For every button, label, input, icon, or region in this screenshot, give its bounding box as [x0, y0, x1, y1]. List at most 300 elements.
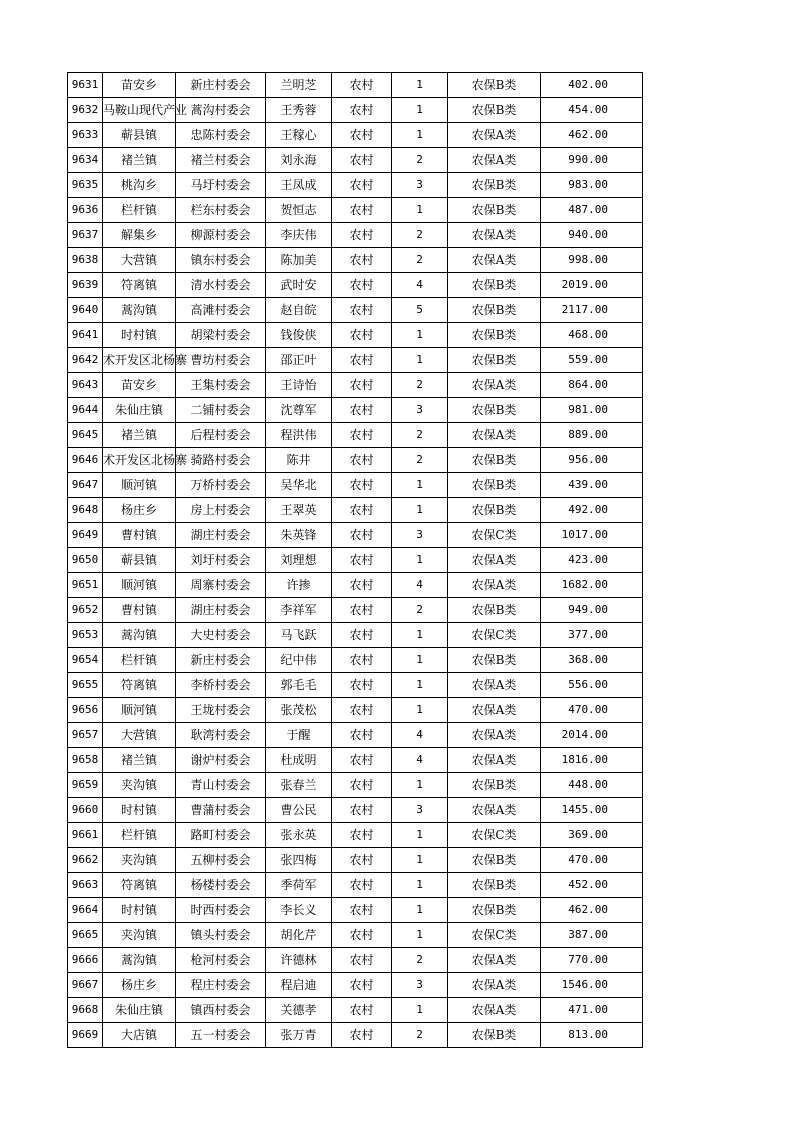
- village-committee-cell: 五柳村委会: [176, 848, 266, 873]
- township-cell: 时村镇: [103, 323, 176, 348]
- area-type-cell: 农村: [332, 573, 392, 598]
- name-cell: 胡化芹: [266, 923, 332, 948]
- row-number-cell: 9637: [68, 223, 103, 248]
- household-count-cell: 1: [392, 998, 448, 1023]
- village-committee-cell: 柳源村委会: [176, 223, 266, 248]
- insurance-category-cell: 农保B类: [448, 198, 541, 223]
- name-cell: 纪中伟: [266, 648, 332, 673]
- insurance-category-cell: 农保A类: [448, 748, 541, 773]
- village-committee-cell: 路町村委会: [176, 823, 266, 848]
- insurance-category-cell: 农保B类: [448, 773, 541, 798]
- row-number-cell: 9654: [68, 648, 103, 673]
- area-type-cell: 农村: [332, 348, 392, 373]
- amount-cell: 770.00: [541, 948, 643, 973]
- row-number-cell: 9647: [68, 473, 103, 498]
- household-count-cell: 2: [392, 1023, 448, 1048]
- area-type-cell: 农村: [332, 798, 392, 823]
- township-cell: 术开发区北杨寨: [103, 348, 176, 373]
- row-number-cell: 9661: [68, 823, 103, 848]
- amount-cell: 1816.00: [541, 748, 643, 773]
- name-cell: 程启迪: [266, 973, 332, 998]
- area-type-cell: 农村: [332, 998, 392, 1023]
- township-cell: 曹村镇: [103, 598, 176, 623]
- row-number-cell: 9631: [68, 73, 103, 98]
- township-cell: 苗安乡: [103, 373, 176, 398]
- name-cell: 赵自皖: [266, 298, 332, 323]
- village-committee-cell: 周寨村委会: [176, 573, 266, 598]
- table-row: [68, 623, 643, 648]
- insurance-category-cell: 农保B类: [448, 898, 541, 923]
- household-count-cell: 2: [392, 598, 448, 623]
- amount-cell: 492.00: [541, 498, 643, 523]
- area-type-cell: 农村: [332, 273, 392, 298]
- name-cell: 张万青: [266, 1023, 332, 1048]
- household-count-cell: 1: [392, 548, 448, 573]
- village-committee-cell: 二铺村委会: [176, 398, 266, 423]
- amount-cell: 1017.00: [541, 523, 643, 548]
- village-committee-cell: 刘圩村委会: [176, 548, 266, 573]
- insurance-category-cell: 农保C类: [448, 923, 541, 948]
- household-count-cell: 1: [392, 198, 448, 223]
- row-number-cell: 9668: [68, 998, 103, 1023]
- insurance-category-cell: 农保B类: [448, 448, 541, 473]
- table-row: [68, 573, 643, 598]
- table-row: [68, 198, 643, 223]
- table-row: [68, 998, 643, 1023]
- insurance-category-cell: 农保C类: [448, 823, 541, 848]
- name-cell: 王翠英: [266, 498, 332, 523]
- insurance-category-cell: 农保B类: [448, 473, 541, 498]
- insurance-category-cell: 农保A类: [448, 948, 541, 973]
- amount-cell: 864.00: [541, 373, 643, 398]
- row-number-cell: 9634: [68, 148, 103, 173]
- township-cell: 时村镇: [103, 798, 176, 823]
- household-count-cell: 1: [392, 648, 448, 673]
- name-cell: 李祥军: [266, 598, 332, 623]
- household-count-cell: 3: [392, 973, 448, 998]
- area-type-cell: 农村: [332, 1023, 392, 1048]
- village-committee-cell: 骑路村委会: [176, 448, 266, 473]
- name-cell: 马飞跃: [266, 623, 332, 648]
- household-count-cell: 1: [392, 98, 448, 123]
- row-number-cell: 9653: [68, 623, 103, 648]
- name-cell: 刘永海: [266, 148, 332, 173]
- table-row: [68, 648, 643, 673]
- name-cell: 吴华北: [266, 473, 332, 498]
- table-row: [68, 773, 643, 798]
- area-type-cell: 农村: [332, 723, 392, 748]
- row-number-cell: 9662: [68, 848, 103, 873]
- insurance-category-cell: 农保B类: [448, 98, 541, 123]
- insurance-category-cell: 农保B类: [448, 873, 541, 898]
- township-cell: 栏杆镇: [103, 648, 176, 673]
- row-number-cell: 9666: [68, 948, 103, 973]
- amount-cell: 402.00: [541, 73, 643, 98]
- village-committee-cell: 五一村委会: [176, 1023, 266, 1048]
- township-cell: 苗安乡: [103, 73, 176, 98]
- township-cell: 符离镇: [103, 873, 176, 898]
- insurance-category-cell: 农保B类: [448, 73, 541, 98]
- township-cell: 栏杆镇: [103, 823, 176, 848]
- village-committee-cell: 镇西村委会: [176, 998, 266, 1023]
- household-count-cell: 1: [392, 898, 448, 923]
- row-number-cell: 9658: [68, 748, 103, 773]
- village-committee-cell: 马圩村委会: [176, 173, 266, 198]
- name-cell: 武时安: [266, 273, 332, 298]
- township-cell: 符离镇: [103, 273, 176, 298]
- area-type-cell: 农村: [332, 423, 392, 448]
- village-committee-cell: 青山村委会: [176, 773, 266, 798]
- township-cell: 大店镇: [103, 1023, 176, 1048]
- row-number-cell: 9645: [68, 423, 103, 448]
- row-number-cell: 9656: [68, 698, 103, 723]
- amount-cell: 377.00: [541, 623, 643, 648]
- household-count-cell: 3: [392, 398, 448, 423]
- name-cell: 王诗怡: [266, 373, 332, 398]
- area-type-cell: 农村: [332, 673, 392, 698]
- table-row: [68, 848, 643, 873]
- area-type-cell: 农村: [332, 923, 392, 948]
- row-number-cell: 9667: [68, 973, 103, 998]
- area-type-cell: 农村: [332, 173, 392, 198]
- village-committee-cell: 谢炉村委会: [176, 748, 266, 773]
- insurance-category-cell: 农保B类: [448, 173, 541, 198]
- insurance-category-cell: 农保C类: [448, 623, 541, 648]
- row-number-cell: 9636: [68, 198, 103, 223]
- records-table: [67, 72, 643, 1048]
- name-cell: 兰明芝: [266, 73, 332, 98]
- row-number-cell: 9640: [68, 298, 103, 323]
- village-committee-cell: 曹蒲村委会: [176, 798, 266, 823]
- amount-cell: 998.00: [541, 248, 643, 273]
- household-count-cell: 3: [392, 523, 448, 548]
- amount-cell: 462.00: [541, 123, 643, 148]
- amount-cell: 2117.00: [541, 298, 643, 323]
- household-count-cell: 1: [392, 823, 448, 848]
- insurance-category-cell: 农保B类: [448, 648, 541, 673]
- township-cell: 顺河镇: [103, 698, 176, 723]
- name-cell: 张春兰: [266, 773, 332, 798]
- household-count-cell: 5: [392, 298, 448, 323]
- village-committee-cell: 曹坊村委会: [176, 348, 266, 373]
- area-type-cell: 农村: [332, 848, 392, 873]
- table-row: [68, 798, 643, 823]
- insurance-category-cell: 农保B类: [448, 848, 541, 873]
- area-type-cell: 农村: [332, 823, 392, 848]
- row-number-cell: 9660: [68, 798, 103, 823]
- row-number-cell: 9665: [68, 923, 103, 948]
- township-cell: 蕲县镇: [103, 123, 176, 148]
- name-cell: 邵正叶: [266, 348, 332, 373]
- area-type-cell: 农村: [332, 123, 392, 148]
- insurance-category-cell: 农保A类: [448, 148, 541, 173]
- household-count-cell: 2: [392, 373, 448, 398]
- name-cell: 许德林: [266, 948, 332, 973]
- insurance-category-cell: 农保A类: [448, 973, 541, 998]
- name-cell: 陈加美: [266, 248, 332, 273]
- row-number-cell: 9641: [68, 323, 103, 348]
- insurance-category-cell: 农保A类: [448, 373, 541, 398]
- amount-cell: 1455.00: [541, 798, 643, 823]
- township-cell: 蕲县镇: [103, 548, 176, 573]
- table-row: [68, 523, 643, 548]
- insurance-category-cell: 农保A类: [448, 723, 541, 748]
- insurance-category-cell: 农保B类: [448, 273, 541, 298]
- insurance-category-cell: 农保A类: [448, 423, 541, 448]
- area-type-cell: 农村: [332, 548, 392, 573]
- area-type-cell: 农村: [332, 948, 392, 973]
- amount-cell: 369.00: [541, 823, 643, 848]
- township-cell: 桃沟乡: [103, 173, 176, 198]
- insurance-category-cell: 农保A类: [448, 573, 541, 598]
- insurance-category-cell: 农保B类: [448, 598, 541, 623]
- household-count-cell: 3: [392, 173, 448, 198]
- row-number-cell: 9646: [68, 448, 103, 473]
- township-cell: 解集乡: [103, 223, 176, 248]
- household-count-cell: 1: [392, 348, 448, 373]
- amount-cell: 556.00: [541, 673, 643, 698]
- row-number-cell: 9643: [68, 373, 103, 398]
- amount-cell: 983.00: [541, 173, 643, 198]
- table-row: [68, 298, 643, 323]
- row-number-cell: 9635: [68, 173, 103, 198]
- row-number-cell: 9638: [68, 248, 103, 273]
- village-committee-cell: 房上村委会: [176, 498, 266, 523]
- village-committee-cell: 镇头村委会: [176, 923, 266, 948]
- township-cell: 符离镇: [103, 673, 176, 698]
- village-committee-cell: 高滩村委会: [176, 298, 266, 323]
- table-row: [68, 898, 643, 923]
- household-count-cell: 2: [392, 148, 448, 173]
- village-committee-cell: 大史村委会: [176, 623, 266, 648]
- household-count-cell: 1: [392, 773, 448, 798]
- village-committee-cell: 杨楼村委会: [176, 873, 266, 898]
- table-row: [68, 473, 643, 498]
- table-body: [68, 73, 643, 1048]
- name-cell: 王稼心: [266, 123, 332, 148]
- township-cell: 曹村镇: [103, 523, 176, 548]
- village-committee-cell: 万桥村委会: [176, 473, 266, 498]
- village-committee-cell: 胡梁村委会: [176, 323, 266, 348]
- amount-cell: 387.00: [541, 923, 643, 948]
- amount-cell: 2019.00: [541, 273, 643, 298]
- township-cell: 褚兰镇: [103, 748, 176, 773]
- table-row: [68, 598, 643, 623]
- insurance-category-cell: 农保A类: [448, 223, 541, 248]
- amount-cell: 423.00: [541, 548, 643, 573]
- township-cell: 大营镇: [103, 723, 176, 748]
- area-type-cell: 农村: [332, 298, 392, 323]
- area-type-cell: 农村: [332, 773, 392, 798]
- village-committee-cell: 新庄村委会: [176, 648, 266, 673]
- insurance-category-cell: 农保B类: [448, 498, 541, 523]
- township-cell: 蒿沟镇: [103, 948, 176, 973]
- table-row: [68, 948, 643, 973]
- table-row: [68, 273, 643, 298]
- township-cell: 杨庄乡: [103, 973, 176, 998]
- township-cell: 朱仙庄镇: [103, 998, 176, 1023]
- household-count-cell: 1: [392, 623, 448, 648]
- household-count-cell: 4: [392, 723, 448, 748]
- village-committee-cell: 程庄村委会: [176, 973, 266, 998]
- amount-cell: 454.00: [541, 98, 643, 123]
- name-cell: 沈尊军: [266, 398, 332, 423]
- name-cell: 程洪伟: [266, 423, 332, 448]
- insurance-category-cell: 农保B类: [448, 398, 541, 423]
- row-number-cell: 9644: [68, 398, 103, 423]
- village-committee-cell: 王集村委会: [176, 373, 266, 398]
- household-count-cell: 1: [392, 498, 448, 523]
- amount-cell: 889.00: [541, 423, 643, 448]
- name-cell: 曹公民: [266, 798, 332, 823]
- household-count-cell: 1: [392, 923, 448, 948]
- household-count-cell: 1: [392, 673, 448, 698]
- row-number-cell: 9669: [68, 1023, 103, 1048]
- insurance-category-cell: 农保A类: [448, 248, 541, 273]
- village-committee-cell: 时西村委会: [176, 898, 266, 923]
- amount-cell: 487.00: [541, 198, 643, 223]
- amount-cell: 470.00: [541, 698, 643, 723]
- table-row: [68, 398, 643, 423]
- amount-cell: 368.00: [541, 648, 643, 673]
- name-cell: 王凤成: [266, 173, 332, 198]
- table-row: [68, 123, 643, 148]
- table-row: [68, 248, 643, 273]
- area-type-cell: 农村: [332, 373, 392, 398]
- amount-cell: 949.00: [541, 598, 643, 623]
- name-cell: 郭毛毛: [266, 673, 332, 698]
- name-cell: 张四梅: [266, 848, 332, 873]
- name-cell: 张永英: [266, 823, 332, 848]
- table-row: [68, 423, 643, 448]
- name-cell: 陈井: [266, 448, 332, 473]
- household-count-cell: 2: [392, 448, 448, 473]
- amount-cell: 1682.00: [541, 573, 643, 598]
- table-row: [68, 723, 643, 748]
- amount-cell: 1546.00: [541, 973, 643, 998]
- insurance-category-cell: 农保B类: [448, 1023, 541, 1048]
- household-count-cell: 1: [392, 698, 448, 723]
- area-type-cell: 农村: [332, 448, 392, 473]
- area-type-cell: 农村: [332, 748, 392, 773]
- amount-cell: 813.00: [541, 1023, 643, 1048]
- name-cell: 许掺: [266, 573, 332, 598]
- table-row: [68, 923, 643, 948]
- area-type-cell: 农村: [332, 623, 392, 648]
- table-row: [68, 448, 643, 473]
- household-count-cell: 1: [392, 323, 448, 348]
- row-number-cell: 9655: [68, 673, 103, 698]
- amount-cell: 981.00: [541, 398, 643, 423]
- table-row: [68, 1023, 643, 1048]
- row-number-cell: 9639: [68, 273, 103, 298]
- amount-cell: 471.00: [541, 998, 643, 1023]
- township-cell: 栏杆镇: [103, 198, 176, 223]
- insurance-category-cell: 农保B类: [448, 348, 541, 373]
- row-number-cell: 9663: [68, 873, 103, 898]
- area-type-cell: 农村: [332, 98, 392, 123]
- table-row: [68, 348, 643, 373]
- area-type-cell: 农村: [332, 198, 392, 223]
- row-number-cell: 9664: [68, 898, 103, 923]
- amount-cell: 2014.00: [541, 723, 643, 748]
- table-row: [68, 148, 643, 173]
- area-type-cell: 农村: [332, 148, 392, 173]
- village-committee-cell: 耿湾村委会: [176, 723, 266, 748]
- amount-cell: 468.00: [541, 323, 643, 348]
- table-row: [68, 973, 643, 998]
- insurance-category-cell: 农保A类: [448, 548, 541, 573]
- table-row: [68, 223, 643, 248]
- row-number-cell: 9633: [68, 123, 103, 148]
- township-cell: 时村镇: [103, 898, 176, 923]
- insurance-category-cell: 农保B类: [448, 323, 541, 348]
- area-type-cell: 农村: [332, 248, 392, 273]
- township-cell: 顺河镇: [103, 473, 176, 498]
- village-committee-cell: 王垅村委会: [176, 698, 266, 723]
- table-row: [68, 823, 643, 848]
- table-row: [68, 173, 643, 198]
- amount-cell: 470.00: [541, 848, 643, 873]
- household-count-cell: 4: [392, 273, 448, 298]
- household-count-cell: 1: [392, 848, 448, 873]
- table-row: [68, 748, 643, 773]
- amount-cell: 559.00: [541, 348, 643, 373]
- name-cell: 王秀蓉: [266, 98, 332, 123]
- row-number-cell: 9632: [68, 98, 103, 123]
- amount-cell: 439.00: [541, 473, 643, 498]
- household-count-cell: 1: [392, 73, 448, 98]
- area-type-cell: 农村: [332, 648, 392, 673]
- table-row: [68, 323, 643, 348]
- township-cell: 褚兰镇: [103, 148, 176, 173]
- name-cell: 季荷军: [266, 873, 332, 898]
- row-number-cell: 9648: [68, 498, 103, 523]
- household-count-cell: 2: [392, 423, 448, 448]
- amount-cell: 462.00: [541, 898, 643, 923]
- area-type-cell: 农村: [332, 873, 392, 898]
- insurance-category-cell: 农保A类: [448, 673, 541, 698]
- township-cell: 杨庄乡: [103, 498, 176, 523]
- township-cell: 蒿沟镇: [103, 298, 176, 323]
- amount-cell: 448.00: [541, 773, 643, 798]
- table-row: [68, 73, 643, 98]
- area-type-cell: 农村: [332, 498, 392, 523]
- table-row: [68, 373, 643, 398]
- row-number-cell: 9659: [68, 773, 103, 798]
- row-number-cell: 9651: [68, 573, 103, 598]
- township-cell: 蒿沟镇: [103, 623, 176, 648]
- insurance-category-cell: 农保A类: [448, 798, 541, 823]
- name-cell: 李庆伟: [266, 223, 332, 248]
- household-count-cell: 1: [392, 123, 448, 148]
- village-committee-cell: 清水村委会: [176, 273, 266, 298]
- insurance-category-cell: 农保C类: [448, 523, 541, 548]
- household-count-cell: 1: [392, 873, 448, 898]
- household-count-cell: 2: [392, 248, 448, 273]
- name-cell: 李长义: [266, 898, 332, 923]
- village-committee-cell: 镇东村委会: [176, 248, 266, 273]
- row-number-cell: 9650: [68, 548, 103, 573]
- name-cell: 张茂松: [266, 698, 332, 723]
- village-committee-cell: 栏东村委会: [176, 198, 266, 223]
- name-cell: 于醒: [266, 723, 332, 748]
- township-cell: 朱仙庄镇: [103, 398, 176, 423]
- name-cell: 杜成明: [266, 748, 332, 773]
- household-count-cell: 2: [392, 223, 448, 248]
- area-type-cell: 农村: [332, 898, 392, 923]
- amount-cell: 940.00: [541, 223, 643, 248]
